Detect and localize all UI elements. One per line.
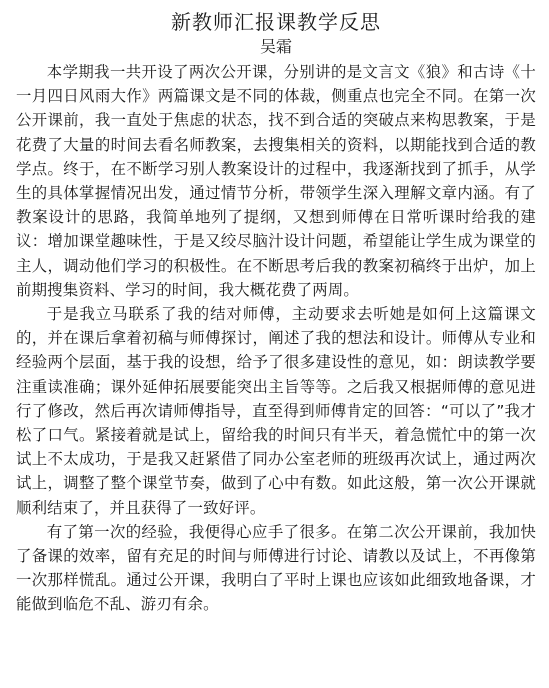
body-paragraph-2: 于是我立马联系了我的结对师傅，主动要求去听她是如何上这篇课文的，并在课后拿着初稿与师傅探讨，阐述了我的想法和设计。师傅从专业和经验两个层面，基于我的设想，给予了很多建设性的意见，如：朗读教学要注重读准确；课外延伸拓展要能突出主旨等等。之后我又根据师傅的意见进行了修改，然后再次请师傅指导，直至得到师傅肯定的回答：“可以了”我才松了口气。紧接着就是试上，留给我的时间只有半天，着急慌忙中的第一次试上不太成功，于是我又赶紧借了同办公室老师的班级再次试上，通过两次试上，调整了整个课堂节奏，做到了心中有数。如此这般，第一次公开课就顺利结束了，并且获得了一致好评。	[16, 305, 536, 517]
body-paragraph-1: 本学期我一共开设了两次公开课，分别讲的是文言文《狼》和古诗《十一月四日风雨大作》两篇课文是不同的体裁，侧重点也完全不同。在第一次公开课前，我一直处于焦虑的状态，找不到合适的突破点来构思教案，于是花费了大量的时间去看名师教案，去搜集相关的资料，以期能找到合适的教学点。终于，在不断学习别人教案设计的过程中，我逐渐找到了抓手，从学生的具体掌握情况出发，通过情节分析，带领学生深入理解文章内涵。有了教案设计的思路，我简单地列了提纲，又想到师傅在日常听课时给我的建议：增加课堂趣味性，于是又绞尽脑汁设计问题，希望能让学生成为课堂的主人，调动他们学习的积极性。在不断思考后我的教案初稿终于出炉，加上前期搜集资料、学习的时间，我大概花费了两周。	[16, 63, 536, 299]
body-paragraph-3: 有了第一次的经验，我便得心应手了很多。在第二次公开课前，我加快了备课的效率，留有充足的时间与师傅进行讨论、请教以及试上，不再像第一次那样慌乱。通过公开课，我明白了平时上课也应该如此细致地备课，才能做到临危不乱、游刃有余。	[16, 522, 536, 614]
document-title: 新教师汇报课教学反思	[171, 10, 381, 34]
document-author: 吴霜	[259, 37, 292, 56]
document-page	[16, 8, 536, 617]
